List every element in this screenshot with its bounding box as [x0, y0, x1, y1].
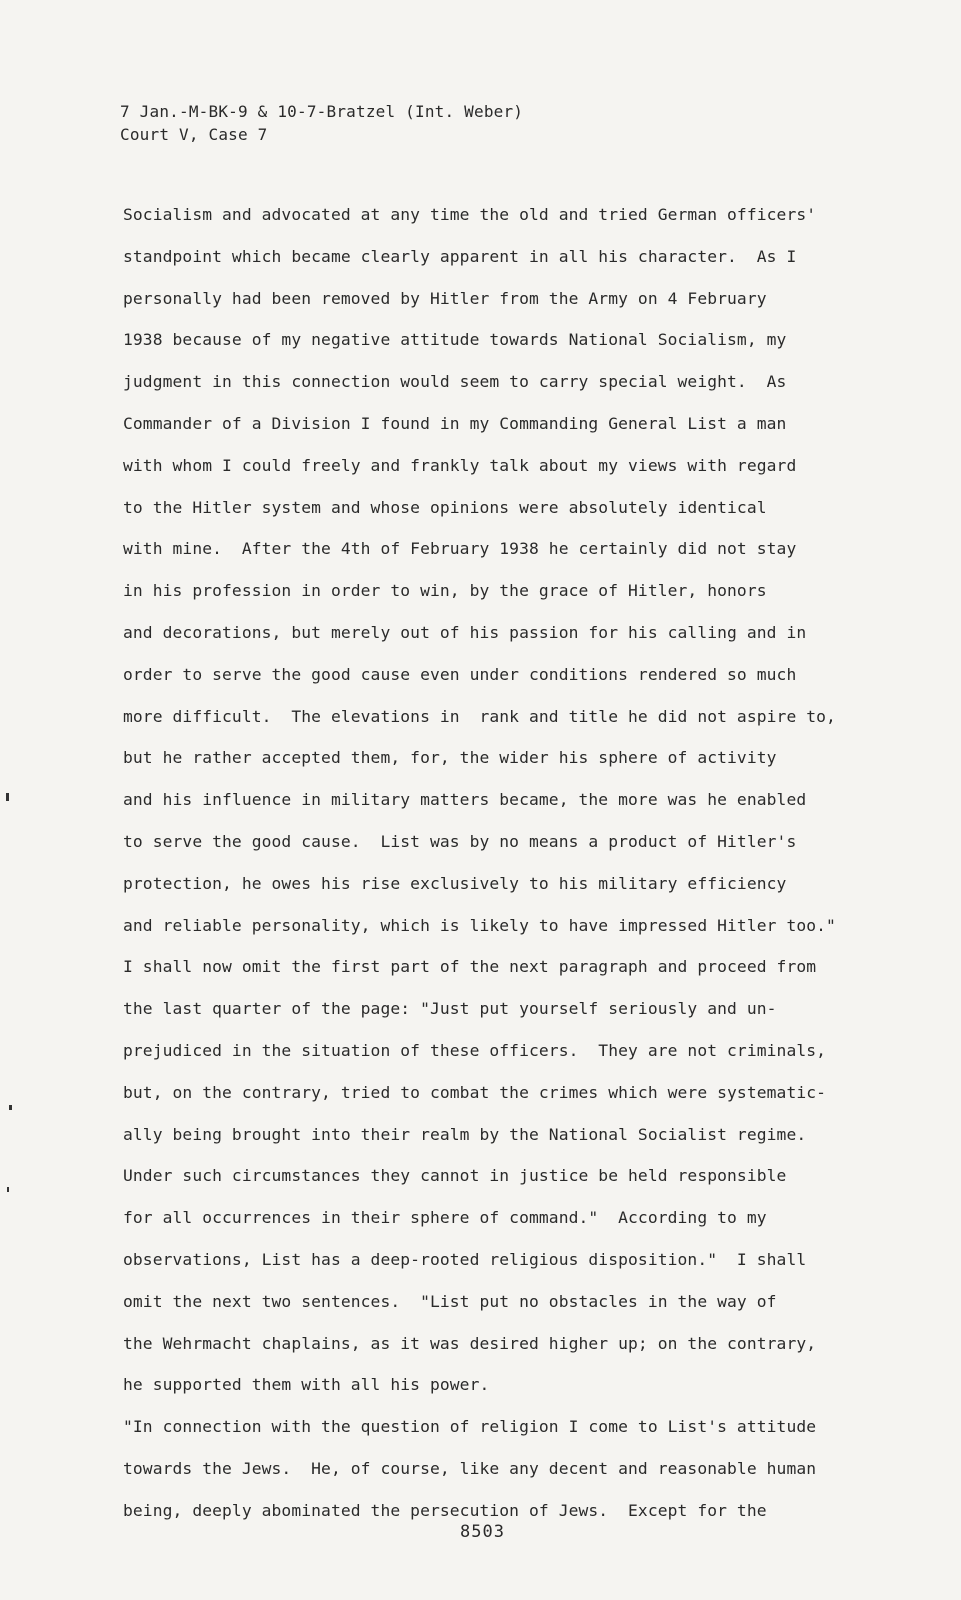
text-line: with whom I could freely and frankly talk about my views with regard [123, 455, 797, 475]
text-line: Socialism and advocated at any time the old and tried German officers' [123, 205, 817, 224]
text-line: to the Hitler system and whose opinions were absolutely identical [123, 497, 767, 517]
text-line: he supported them with all his power. [123, 1375, 490, 1395]
text-line: the Wehrmacht chaplains, as it was desired higher up; on the contrary, [123, 1333, 817, 1353]
text-line: judgment in this connection would seem to carry special weight. As [123, 372, 787, 392]
text-line: personally had been removed by Hitler from the Army on 4 February [123, 288, 767, 308]
text-line: order to serve the good cause even under conditions rendered so much [123, 664, 797, 684]
text-line: the last quarter of the page: "Just put yourself seriously and un- [123, 999, 777, 1019]
left-edge-mark [6, 793, 9, 801]
text-line: and reliable personality, which is likely to have impressed Hitler too." [123, 915, 836, 935]
left-edge-mark [9, 1105, 12, 1110]
text-line: observations, List has a deep-rooted religious disposition." I shall [123, 1249, 807, 1269]
text-line: being, deeply abominated the persecution of Jews. Except for the [123, 1500, 767, 1520]
text-line: standpoint which became clearly apparent in all his character. As I [123, 246, 797, 266]
text-line: to serve the good cause. List was by no means a product of Hitler's [123, 831, 797, 851]
text-line: protection, he owes his rise exclusively to his military efficiency [123, 873, 787, 893]
document-header [120, 100, 523, 146]
text-line: Under such circumstances they cannot in justice be held responsible [123, 1166, 787, 1186]
text-line: and decorations, but merely out of his passion for his calling and in [123, 622, 807, 642]
page-number: 8503 [460, 1522, 505, 1542]
text-line: ally being brought into their realm by the National Socialist regime. [123, 1124, 807, 1144]
header-reference-line: 7 Jan.-M-BK-9 & 10-7-Bratzel (Int. Weber) [120, 102, 524, 121]
text-line: for all occurrences in their sphere of command." According to my [123, 1208, 767, 1228]
text-line: towards the Jews. He, of course, like any decent and reasonable human [123, 1458, 817, 1478]
typed-body-text [123, 204, 883, 1542]
text-line: I shall now omit the first part of the next paragraph and proceed from [123, 957, 817, 977]
text-line: omit the next two sentences. "List put no obstacles in the way of [123, 1291, 777, 1311]
text-line: "In connection with the question of religion I come to List's attitude [123, 1417, 817, 1437]
left-edge-mark [7, 1187, 9, 1192]
text-line: but he rather accepted them, for, the wider his sphere of activity [123, 748, 777, 768]
text-line: in his profession in order to win, by the grace of Hitler, honors [123, 581, 767, 601]
text-line: prejudiced in the situation of these officers. They are not criminals, [123, 1040, 827, 1060]
text-line: with mine. After the 4th of February 1938 he certainly did not stay [123, 539, 797, 559]
text-line: but, on the contrary, tried to combat the crimes which were systematic- [123, 1082, 827, 1102]
header-court-line: Court V, Case 7 [120, 125, 268, 144]
text-line: 1938 because of my negative attitude towards National Socialism, my [123, 330, 787, 350]
text-line: Commander of a Division I found in my Commanding General List a man [123, 413, 787, 433]
text-line: and his influence in military matters became, the more was he enabled [123, 790, 807, 810]
text-line: more difficult. The elevations in rank and title he did not aspire to, [123, 706, 836, 726]
